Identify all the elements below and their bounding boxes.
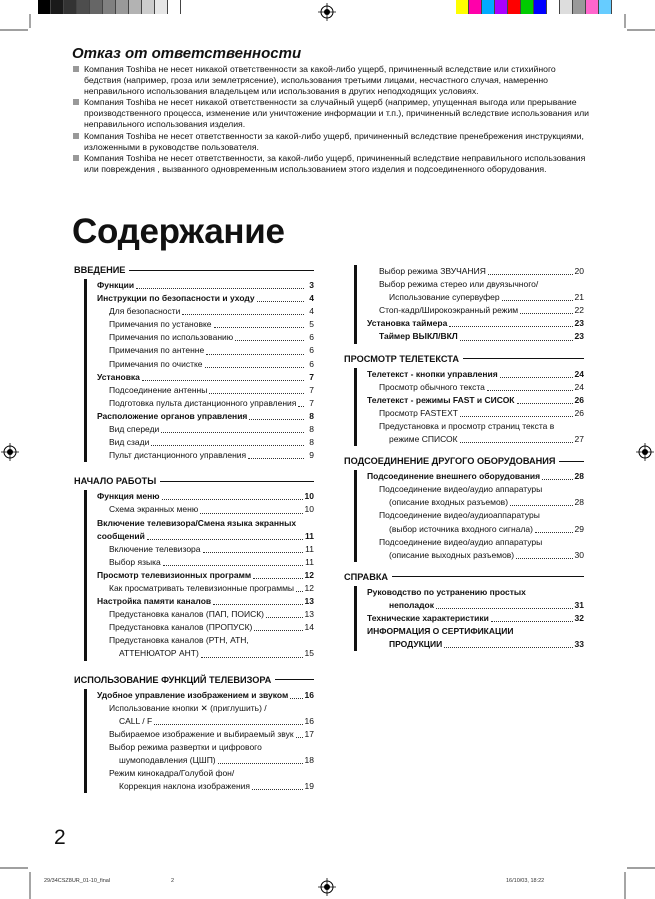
toc-entry[interactable] (87, 410, 314, 423)
toc-entry[interactable] (357, 278, 584, 291)
dot-leader (257, 301, 304, 302)
toc-section-heading (74, 265, 314, 275)
toc-entry-title: Вид сзади (109, 437, 150, 448)
dot-leader (218, 763, 303, 764)
dot-leader (249, 419, 304, 420)
toc-entry[interactable] (87, 608, 314, 621)
toc-entry-title: Таймер ВЫКЛ/ВКЛ (379, 331, 458, 342)
toc-entry-page: 16 (304, 689, 314, 700)
dot-leader (436, 608, 573, 609)
toc-entry-title: Подсоединение антенны (109, 384, 208, 395)
footer-date: 16/10/03, 18:22 (506, 878, 545, 884)
toc-entry-title: Подготовка пульта дистанционного управления (109, 397, 297, 408)
dot-leader (296, 591, 303, 592)
toc-entry-page: 7 (309, 384, 314, 395)
dot-leader (535, 532, 573, 533)
footer-filename: 29/34CSZ8UR_01-10_final (44, 878, 111, 884)
toc-entry-title: шумоподавления (ЦШП) (119, 755, 216, 765)
toc-entry-page: 13 (304, 596, 314, 607)
toc-section (344, 456, 584, 562)
toc-entry-page: 7 (309, 397, 314, 408)
toc-entry-title: Просмотр обычного текста (379, 381, 485, 392)
toc-entry[interactable] (87, 543, 314, 556)
toc-entry-page: 29 (574, 523, 584, 534)
toc-section (344, 572, 584, 651)
toc-entry[interactable] (357, 536, 584, 549)
dot-leader (542, 479, 572, 480)
toc-entry-page: 26 (574, 394, 584, 405)
dot-leader (500, 377, 573, 378)
toc-entry-title: Предустановка и просмотр страниц текста в (379, 420, 555, 431)
toc-section-body (84, 689, 314, 794)
heading-rule (275, 679, 314, 680)
toc-entry-title: (описание входных разъемов) (389, 497, 509, 508)
toc-entry-page: 28 (574, 497, 584, 508)
dot-leader (214, 327, 304, 328)
toc-entry-title: Примечания по установке (109, 319, 212, 330)
toc-entry[interactable] (87, 715, 314, 728)
toc-entry[interactable] (357, 291, 584, 304)
dot-leader (460, 416, 573, 417)
toc-entry[interactable] (87, 423, 314, 436)
dot-leader (142, 380, 304, 381)
toc-entry-title: Просмотр телевизионных программ (97, 569, 252, 580)
dot-leader (235, 340, 304, 341)
toc-entry-title: Коррекция наклона изображения (119, 781, 251, 792)
toc-entry-title: Использование кнопки ✕ (приглушить) / (109, 702, 267, 713)
toc-entry-page: 20 (574, 266, 584, 276)
dot-leader (487, 390, 573, 391)
toc-entry-title: Примечания по очистке (109, 358, 203, 369)
toc-entry[interactable] (357, 638, 584, 651)
toc-entry-title: Выбор режима ЗВУЧАНИЯ (379, 266, 486, 276)
dot-leader (517, 403, 573, 404)
toc-entry-title: АТТЕНЮАТОР АНТ) (119, 648, 199, 659)
toc-entry-page: 6 (309, 345, 314, 356)
toc-entry[interactable] (87, 634, 314, 647)
toc-entry[interactable] (87, 647, 314, 660)
toc-entry-page: 12 (304, 569, 314, 580)
toc-right-column (344, 265, 584, 651)
toc-entry-page: 16 (304, 715, 314, 726)
disclaimer-item: Компания Toshiba не несет ответственности за какой-либо ущерб, причиненный вследствие пренебрежения инструкциями, изложенными в руководстве пользователя. (72, 131, 592, 153)
toc-entry-title: Просмотр FASTEXT (379, 407, 458, 418)
toc-entry-page: 10 (304, 504, 314, 515)
dot-leader (162, 499, 303, 500)
dot-leader (206, 354, 304, 355)
toc-entry-page: 21 (574, 292, 584, 303)
toc-entry[interactable] (87, 702, 314, 715)
toc-entry[interactable] (87, 436, 314, 449)
toc-entry[interactable] (357, 496, 584, 509)
toc-entry-page: 23 (574, 331, 584, 342)
toc-section-heading (344, 572, 584, 582)
toc-entry-page: 24 (574, 381, 584, 392)
toc-entry-title: Подсоединение видео/аудио аппаратуры (379, 536, 543, 547)
toc-entry-title: Выбор режима стерео или двуязычного/ (379, 279, 539, 290)
dot-leader (200, 513, 302, 514)
toc-section-heading (344, 456, 584, 466)
toc-entry-page: 3 (309, 280, 314, 290)
toc-section-heading (74, 675, 314, 685)
toc-entry-page: 13 (304, 609, 314, 620)
toc-entry-page: 10 (304, 491, 314, 502)
dot-leader (205, 367, 304, 368)
heading-rule (463, 358, 584, 359)
dot-leader (252, 789, 303, 790)
dot-leader (502, 300, 573, 301)
toc-entry[interactable] (87, 569, 314, 582)
toc-entry-page: 19 (304, 781, 314, 792)
dot-leader (520, 313, 572, 314)
dot-leader (290, 698, 302, 699)
toc-left-column (74, 265, 314, 793)
toc-entry[interactable] (87, 318, 314, 331)
dot-leader (147, 539, 303, 540)
toc-entry-page: 30 (574, 549, 584, 560)
toc-entry[interactable] (87, 754, 314, 767)
toc-entry[interactable] (87, 780, 314, 793)
dot-leader (266, 617, 303, 618)
toc-entry-title: Включение телевизора/Смена языка экранных (97, 517, 297, 528)
toc-entry-title: Предустановка каналов (ПАП, ПОИСК) (109, 609, 265, 620)
heading-rule (559, 461, 584, 462)
toc-entry[interactable] (357, 433, 584, 446)
toc-entry-title: Стоп-кадр/Широкоэкранный режим (379, 305, 519, 316)
dot-leader (460, 442, 573, 443)
toc-entry-page: 11 (305, 530, 314, 541)
bullet-square-icon (73, 66, 79, 72)
toc-entry-title: Функция меню (97, 491, 160, 502)
toc-section-body (354, 368, 584, 447)
toc-entry-title: Предустановка каналов (ПРОПУСК) (109, 622, 253, 633)
toc-entry-page: 11 (305, 543, 314, 554)
dot-leader (444, 647, 572, 648)
toc-entry[interactable] (87, 517, 314, 530)
toc-entry-page: 26 (574, 407, 584, 418)
toc-entry-title: Для безопасности (109, 306, 181, 317)
toc-entry[interactable] (357, 394, 584, 407)
toc-entry[interactable] (87, 689, 314, 702)
disclaimer-item: Компания Toshiba не несет никакой ответственности за какой-либо ущерб, причиненный вследствие или стихийного бедствия (например, гроза или землетрясение), использования третьими лицами, несчастного случая, намеренно неправильного использования владельцем или использования в других неподходящих условиях. (72, 64, 592, 97)
toc-entry-title: неполадок (389, 599, 434, 610)
toc-entry-page: 18 (304, 755, 314, 765)
toc-entry-title: (выбор источника входного сигнала) (389, 523, 533, 534)
toc-entry[interactable] (87, 305, 314, 318)
toc-entry[interactable] (87, 292, 314, 305)
toc-entry[interactable] (87, 621, 314, 634)
toc-entry-page: 32 (574, 612, 584, 623)
toc-entry-page: 23 (574, 318, 584, 329)
dot-leader (253, 578, 302, 579)
toc-entry-title: Выбор режима развертки и цифрового (109, 741, 262, 752)
toc-entry[interactable] (87, 331, 314, 344)
toc-entry[interactable] (87, 449, 314, 462)
toc-entry[interactable] (87, 582, 314, 595)
dot-leader (209, 393, 304, 394)
toc-entry-title: ПРОДУКЦИИ (389, 639, 443, 650)
dot-leader (516, 558, 572, 559)
toc-entry[interactable] (357, 586, 584, 599)
disclaimer-title: Отказ от ответственности (72, 45, 302, 62)
dot-leader (201, 657, 303, 658)
toc-entry-page: 27 (574, 434, 584, 445)
toc-entry[interactable] (87, 490, 314, 503)
toc-entry[interactable] (87, 384, 314, 397)
toc-entry-title: сообщений (97, 530, 145, 541)
toc-entry-page: 28 (574, 471, 584, 482)
toc-entry-page: 4 (309, 293, 314, 304)
toc-section (74, 675, 314, 794)
toc-entry[interactable] (357, 304, 584, 317)
toc-entry[interactable] (87, 767, 314, 780)
toc-entry-title: Руководство по устранению простых (367, 586, 526, 597)
disclaimer-item: Компания Toshiba не несет ответственности, за какой-либо ущерб, причиненный вследствие неправильного использования или повреждения , вызванного одновременным использованием этого изделия и подсоединенного оборудования. (72, 153, 592, 175)
toc-entry-title: Технические характеристики (367, 612, 489, 623)
toc-entry-title: Примечания по использованию (109, 332, 234, 343)
toc-entry-page: 6 (309, 332, 314, 343)
toc-section (344, 354, 584, 447)
toc-entry[interactable] (357, 317, 584, 330)
toc-entry[interactable] (87, 595, 314, 608)
toc-entry-title: Удобное управление изображением и звуком (97, 689, 289, 700)
toc-entry-page: 22 (574, 305, 584, 316)
toc-section-heading-text: СПРАВКА (344, 571, 389, 582)
heading-rule (160, 481, 314, 482)
toc-entry-page: 17 (304, 728, 314, 739)
dot-leader (248, 458, 304, 459)
toc-entry-title: Предустановка каналов (РТН, АТН, (109, 635, 249, 646)
toc-entry-title: (описание выходных разъемов) (389, 549, 515, 560)
toc-entry[interactable] (357, 612, 584, 625)
toc-entry-title: Как просматривать телевизионные программы (109, 582, 295, 593)
toc-entry-title: Пульт дистанционного управления (109, 450, 247, 461)
toc-entry[interactable] (87, 279, 314, 292)
toc-entry[interactable] (357, 523, 584, 536)
toc-entry[interactable] (87, 344, 314, 357)
toc-entry-title: Примечания по антенне (109, 345, 205, 356)
toc-entry-title: Телетекст - кнопки управления (367, 368, 498, 379)
toc-entry[interactable] (357, 265, 584, 278)
toc-entry-page: 33 (574, 639, 584, 650)
toc-section-body (354, 470, 584, 562)
toc-entry-title: Настройка памяти каналов (97, 596, 212, 607)
toc-section (74, 265, 314, 462)
toc-section-body (354, 265, 584, 344)
toc-entry-page: 31 (574, 599, 584, 610)
toc-entry-page: 14 (304, 622, 314, 633)
toc-entry[interactable] (87, 371, 314, 384)
toc-section-heading-text: НАЧАЛО РАБОТЫ (74, 476, 157, 487)
toc-entry-page: 6 (309, 358, 314, 369)
toc-entry[interactable] (87, 358, 314, 371)
toc-entry-page: 8 (309, 410, 314, 421)
toc-section-heading-text: ПРОСМОТР ТЕЛЕТЕКСТА (344, 353, 459, 364)
toc-section-heading-text: ПОДСОЕДИНЕНИЕ ДРУГОГО ОБОРУДОВАНИЯ (344, 456, 556, 467)
toc-entry[interactable] (357, 509, 584, 522)
dot-leader (510, 505, 573, 506)
toc-entry-title: CALL / F (119, 715, 153, 726)
toc-entry[interactable] (357, 407, 584, 420)
toc-section-heading-text: ИСПОЛЬЗОВАНИЕ ФУНКЦИЙ ТЕЛЕВИЗОРА (74, 674, 272, 685)
toc-entry-title: Установка таймера (367, 318, 448, 329)
dot-leader (161, 432, 304, 433)
toc-entry-page: 9 (309, 450, 314, 461)
dot-leader (460, 340, 573, 341)
toc-entry-page: 7 (309, 371, 314, 382)
dot-leader (203, 552, 304, 553)
toc-entry-page: 11 (305, 556, 314, 567)
toc-entry[interactable] (357, 470, 584, 483)
toc-entry[interactable] (87, 741, 314, 754)
dot-leader (136, 288, 304, 289)
dot-leader (154, 724, 302, 725)
toc-entry-page: 8 (309, 437, 314, 448)
toc-section-body (84, 490, 314, 660)
toc-entry-title: Выбор языка (109, 556, 161, 567)
toc-entry-title: Установка (97, 371, 140, 382)
bullet-square-icon (73, 133, 79, 139)
toc-entry-title: Подсоединение видео/аудиоаппаратуры (379, 510, 540, 521)
toc-entry-title: Подсоединение внешнего оборудования (367, 471, 541, 482)
dot-leader (213, 604, 302, 605)
dot-leader (254, 630, 302, 631)
toc-entry[interactable] (357, 381, 584, 394)
dot-leader (163, 565, 303, 566)
toc-entry-title: Телетекст - режимы FAST и СИСОК (367, 394, 515, 405)
toc-entry-title: Выбираемое изображение и выбираемый звук (109, 728, 294, 739)
toc-entry-title: Функции (97, 280, 135, 290)
dot-leader (182, 314, 304, 315)
toc-entry[interactable] (357, 483, 584, 496)
toc-entry-title: режиме СПИСОК (389, 434, 458, 445)
toc-entry-title: Подсоединение видео/аудио аппаратуры (379, 484, 543, 495)
toc-entry-title: ИНФОРМАЦИЯ О СЕРТИФИКАЦИИ (367, 626, 514, 637)
toc-entry[interactable] (357, 625, 584, 638)
toc-entry[interactable] (357, 420, 584, 433)
toc-entry-page: 5 (309, 319, 314, 330)
toc-entry-title: Расположение органов управления (97, 410, 248, 421)
dot-leader (488, 274, 573, 275)
toc-entry-page: 24 (574, 368, 584, 379)
dot-leader (296, 737, 303, 738)
toc-entry[interactable] (357, 549, 584, 562)
toc-entry-page: 4 (309, 306, 314, 317)
bullet-square-icon (73, 155, 79, 161)
contents-title: Содержание (72, 212, 285, 251)
toc-entry[interactable] (87, 556, 314, 569)
toc-section-body (354, 586, 584, 651)
toc-entry-page: 15 (304, 648, 314, 659)
toc-entry[interactable] (357, 330, 584, 343)
toc-entry[interactable] (87, 397, 314, 410)
disclaimer-list (72, 64, 592, 175)
dot-leader (298, 406, 304, 407)
dot-leader (449, 326, 572, 327)
toc-entry-page: 8 (309, 424, 314, 435)
toc-entry[interactable] (357, 599, 584, 612)
toc-entry-title: Вид спереди (109, 424, 160, 435)
toc-entry-title: Схема экранных меню (109, 504, 199, 515)
toc-entry-title: Инструкции по безопасности и уходу (97, 293, 255, 304)
toc-section (74, 476, 314, 660)
dot-leader (491, 621, 573, 622)
dot-leader (151, 445, 304, 446)
toc-entry-title: Режим кинокадра/Голубой фон/ (109, 768, 235, 779)
toc-section-heading-text: ВВЕДЕНИЕ (74, 265, 126, 275)
heading-rule (129, 270, 314, 271)
toc-entry-page: 12 (304, 582, 314, 593)
toc-entry[interactable] (357, 368, 584, 381)
toc-entry[interactable] (87, 503, 314, 516)
toc-entry-title: Включение телевизора (109, 543, 201, 554)
toc-entry[interactable] (87, 530, 314, 543)
toc-section-body (84, 279, 314, 462)
footer-page: 2 (171, 878, 175, 884)
toc-entry-title: Использование супервуфер (389, 292, 500, 303)
toc-section-heading (74, 476, 314, 486)
bullet-square-icon (73, 99, 79, 105)
toc-section (344, 265, 584, 344)
disclaimer-item: Компания Toshiba не несет никакой ответственности за случайный ущерб (например, упущенная выгода или прерывание производственного процесса, изменение или уничтожение информации и т.п.), причиненный вследствие использования или неправильного использования изделия. (72, 97, 592, 130)
heading-rule (392, 576, 584, 577)
page-number: 2 (54, 826, 66, 849)
toc-entry[interactable] (87, 728, 314, 741)
toc-section-heading (344, 354, 584, 364)
